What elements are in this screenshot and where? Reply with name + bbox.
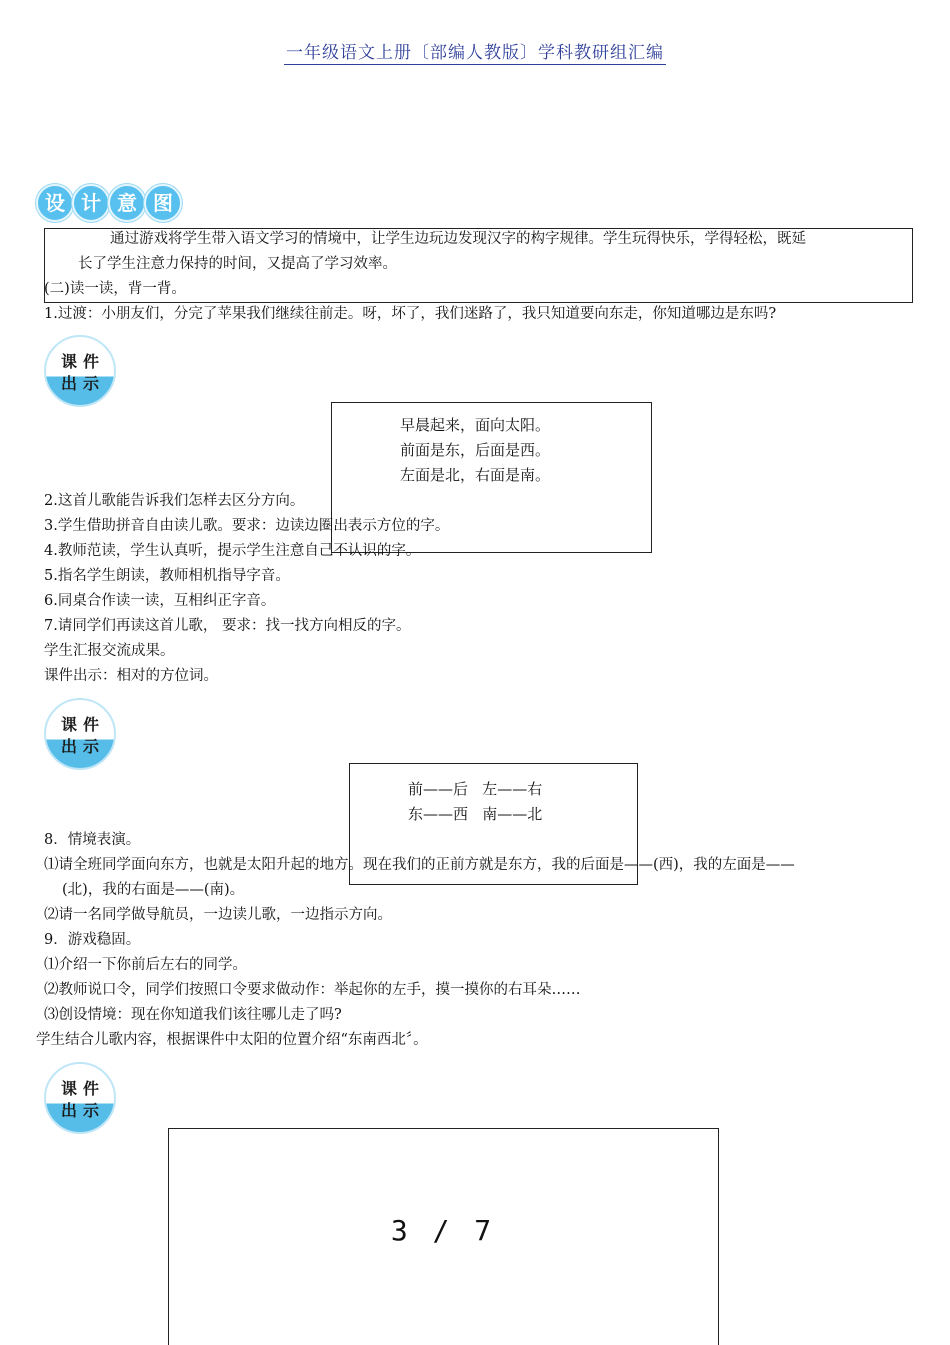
courseware-badge — [44, 698, 116, 770]
opposites-line-1: 前——后 左——右 — [408, 780, 543, 798]
header-title: 一年级语文上册〔部编人教版〕学科教研组汇编 — [286, 43, 664, 63]
courseware-badge-line1: 课件 — [60, 715, 105, 734]
badge-char: 计 — [72, 184, 110, 222]
student-report: 学生汇报交流成果。 — [44, 643, 175, 659]
step-3: 3.学生借助拼音自由读儿歌。要求：边读边圈出表示方位的字。 — [44, 518, 450, 534]
step-9-title: 9．游戏稳固。 — [44, 932, 141, 948]
courseware-badge-line2: 出示 — [60, 374, 105, 393]
step-9-item-1: ⑴介绍一下你前后左右的同学。 — [44, 957, 247, 973]
courseware-badge-line2: 出示 — [60, 1101, 105, 1120]
step-9-item-2: ⑵教师说口令，同学们按照口令要求做动作：举起你的左手，摸一摸你的右耳朵…… — [44, 982, 581, 998]
courseware-note: 课件出示：相对的方位词。 — [44, 668, 218, 684]
opposites-line-2: 东——西 南——北 — [408, 805, 543, 823]
courseware-badge — [44, 335, 116, 407]
courseware-badge-line1: 课件 — [60, 352, 105, 371]
design-intent-badge — [36, 182, 181, 222]
step-5: 5.指名学生朗读，教师相机指导字音。 — [44, 568, 290, 584]
courseware-badge — [44, 1062, 116, 1134]
page-header — [0, 38, 950, 63]
poem-line-1: 早晨起来，面向太阳。 — [400, 416, 551, 434]
step-1: 1.过渡：小朋友们，分完了苹果我们继续往前走。呀，坏了，我们迷路了，我只知道要向东走，你知道哪边是东吗? — [44, 306, 777, 322]
design-intent-text-1: 通过游戏将学生带入语文学习的情境中，让学生边玩边发现汉字的构字规律。学生玩得快乐，学得轻松，既延 — [110, 231, 806, 247]
courseware-badge-line2: 出示 — [60, 737, 105, 756]
step-2: 2.这首儿歌能告诉我们怎样去区分方向。 — [44, 493, 305, 509]
page-number: 3 / 7 — [390, 1214, 496, 1247]
design-intent-text-2: 长了学生注意力保持的时间，又提高了学习效率。 — [78, 256, 397, 272]
step-9-summary: 学生结合儿歌内容，根据课件中太阳的位置介绍“东南西北〞。 — [36, 1032, 428, 1048]
step-7: 7.请同学们再读这首儿歌， 要求：找一找方向相反的字。 — [44, 618, 411, 634]
step-8-title: 8．情境表演。 — [44, 832, 141, 848]
poem-line-3: 左面是北，右面是南。 — [400, 466, 551, 484]
section-heading: (二)读一读，背一背。 — [44, 281, 186, 297]
badge-char: 意 — [108, 184, 146, 222]
badge-char: 设 — [36, 184, 74, 222]
step-8-item-2: ⑵请一名同学做导航员，一边读儿歌，一边指示方向。 — [44, 907, 392, 923]
step-4: 4.教师范读，学生认真听，提示学生注意自己不认识的字。 — [44, 543, 421, 559]
step-8-item-1-cont: (北)，我的右面是——(南)。 — [62, 882, 245, 898]
badge-char: 图 — [144, 184, 182, 222]
courseware-badge-line1: 课件 — [60, 1079, 105, 1098]
step-9-item-3: ⑶创设情境：现在你知道我们该往哪儿走了吗? — [44, 1007, 342, 1023]
poem-line-2: 前面是东，后面是西。 — [400, 441, 551, 459]
step-6: 6.同桌合作读一读，互相纠正字音。 — [44, 593, 276, 609]
step-8-item-1: ⑴请全班同学面向东方，也就是太阳升起的地方。现在我们的正前方就是东方，我的后面是——(西)，我的左面是—— — [44, 857, 795, 873]
